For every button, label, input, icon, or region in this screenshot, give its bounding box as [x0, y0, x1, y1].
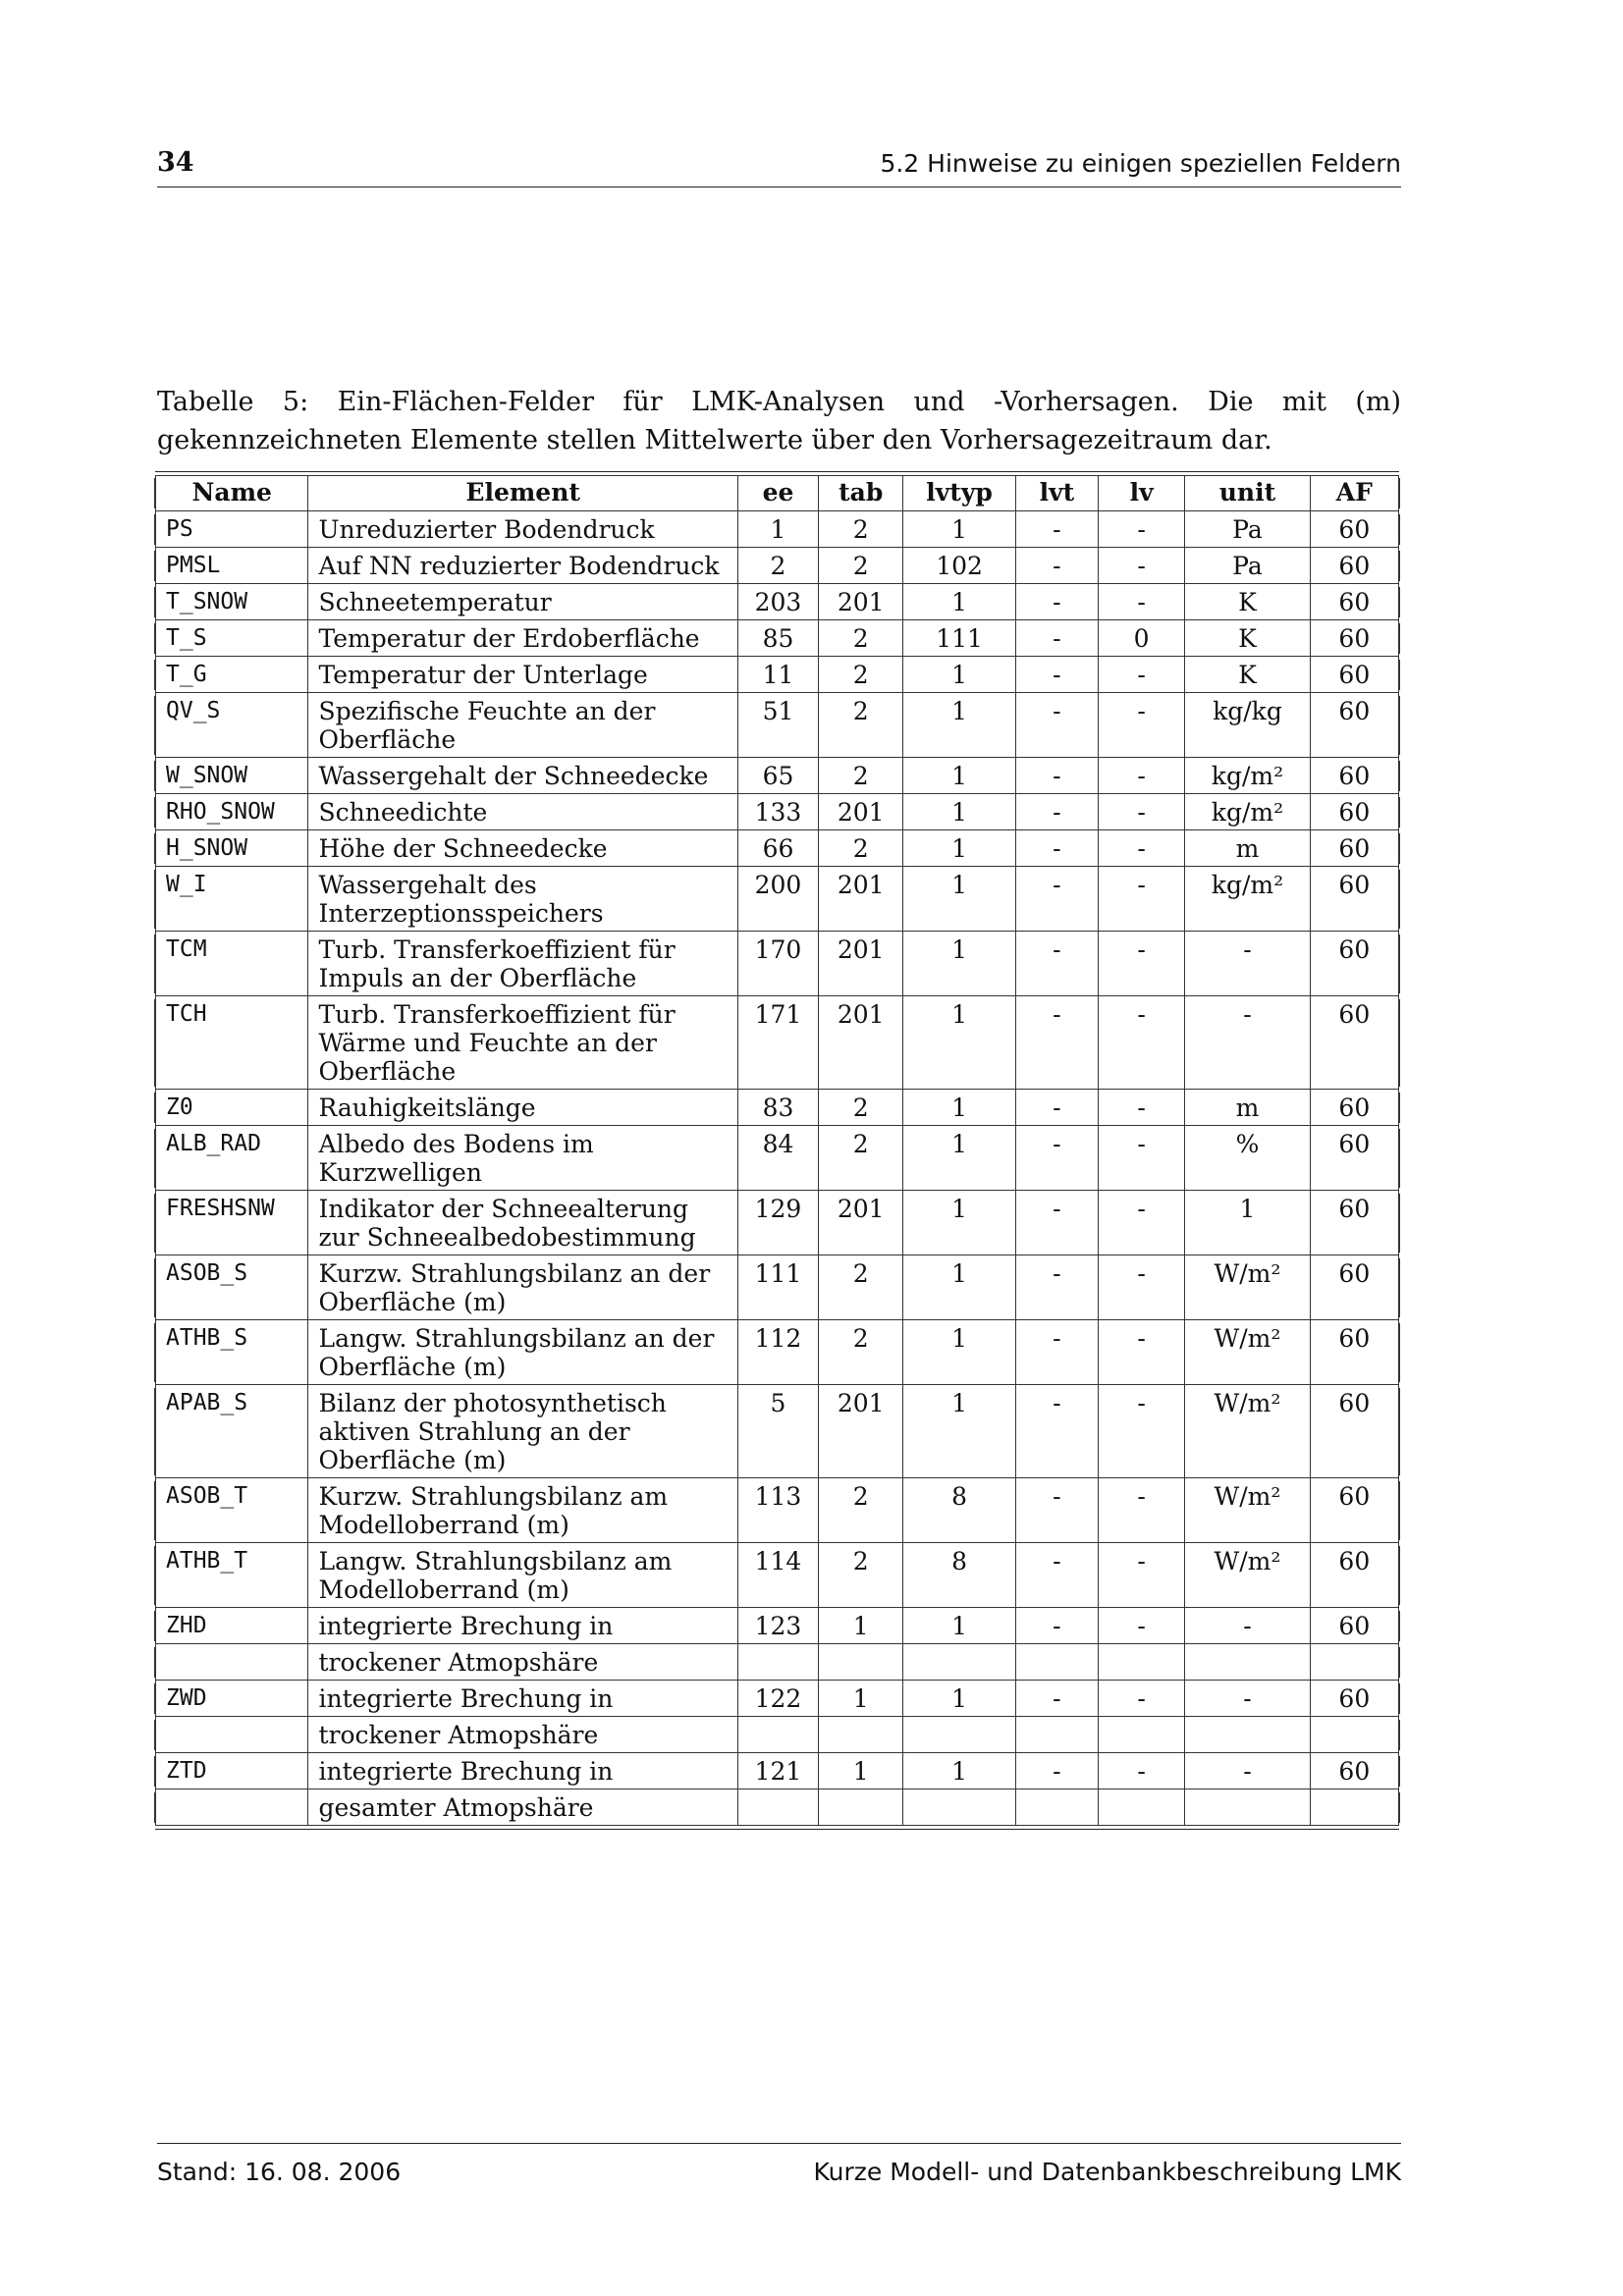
- cell-name: ZHD: [155, 1608, 308, 1644]
- footer-date: Stand: 16. 08. 2006: [157, 2158, 402, 2186]
- cell-lv: [1099, 1644, 1185, 1681]
- cell-lvt: -: [1016, 1608, 1099, 1644]
- cell-lv: [1099, 1717, 1185, 1753]
- cell-ee: 129: [738, 1191, 819, 1255]
- cell-name: FRESHSNW: [155, 1191, 308, 1255]
- table-row: [155, 1385, 1399, 1478]
- cell-lvt: -: [1016, 1753, 1099, 1789]
- cell-af: 60: [1311, 1608, 1399, 1644]
- cell-tab: 201: [819, 996, 903, 1090]
- cell-lv: -: [1099, 867, 1185, 932]
- cell-unit: 1: [1185, 1191, 1310, 1255]
- cell-unit: [1185, 1717, 1310, 1753]
- cell-ee: 5: [738, 1385, 819, 1478]
- cell-tab: 201: [819, 1385, 903, 1478]
- cell-lv: -: [1099, 1320, 1185, 1385]
- cell-lv: -: [1099, 830, 1185, 867]
- fields-table-frame: [155, 471, 1399, 1830]
- cell-tab: 2: [819, 657, 903, 693]
- cell-name: T_SNOW: [155, 584, 308, 620]
- cell-lvt: [1016, 1717, 1099, 1753]
- cell-element: gesamter Atmopshäre: [308, 1789, 737, 1826]
- cell-unit: kg/m²: [1185, 867, 1310, 932]
- cell-lv: -: [1099, 758, 1185, 794]
- table-caption: Tabelle 5: Ein-Flächen-Felder für LMK-Analysen und -Vorhersagen. Die mit (m) gekennzeichneten Elemente stellen Mittelwerte über den Vorhersagezeitraum dar.: [157, 387, 1401, 455]
- cell-lvt: -: [1016, 620, 1099, 657]
- cell-element: Langw. Strahlungsbilanz am Modelloberrand (m): [308, 1543, 737, 1608]
- table-row: [155, 1478, 1399, 1543]
- cell-af: 60: [1311, 657, 1399, 693]
- cell-name: RHO_SNOW: [155, 794, 308, 830]
- cell-lv: -: [1099, 932, 1185, 996]
- cell-ee: 203: [738, 584, 819, 620]
- cell-tab: 1: [819, 1753, 903, 1789]
- cell-name: QV_S: [155, 693, 308, 758]
- cell-lv: -: [1099, 1090, 1185, 1126]
- cell-element: Kurzw. Strahlungsbilanz an der Oberfläche (m): [308, 1255, 737, 1320]
- cell-lvt: -: [1016, 1320, 1099, 1385]
- cell-lv: -: [1099, 996, 1185, 1090]
- column-header-lvt: lvt: [1016, 475, 1099, 511]
- table-row: [155, 1191, 1399, 1255]
- cell-lvt: -: [1016, 1478, 1099, 1543]
- cell-af: 60: [1311, 1681, 1399, 1717]
- cell-unit: [1185, 1789, 1310, 1826]
- cell-tab: 2: [819, 1255, 903, 1320]
- cell-unit: kg/m²: [1185, 758, 1310, 794]
- cell-lvt: -: [1016, 1191, 1099, 1255]
- cell-lvt: -: [1016, 693, 1099, 758]
- cell-lvtyp: 1: [903, 932, 1015, 996]
- table-row: [155, 693, 1399, 758]
- cell-lvtyp: 1: [903, 1090, 1015, 1126]
- cell-element: Unreduzierter Bodendruck: [308, 511, 737, 548]
- cell-lvt: -: [1016, 1126, 1099, 1191]
- page-number: 34: [157, 147, 194, 178]
- cell-lvt: -: [1016, 932, 1099, 996]
- cell-lv: -: [1099, 511, 1185, 548]
- cell-lvt: -: [1016, 830, 1099, 867]
- cell-lvtyp: 1: [903, 794, 1015, 830]
- cell-lvtyp: [903, 1717, 1015, 1753]
- cell-lvtyp: 1: [903, 758, 1015, 794]
- cell-lv: -: [1099, 1543, 1185, 1608]
- table-row: [155, 1644, 1399, 1681]
- cell-tab: 2: [819, 693, 903, 758]
- table-row: [155, 1753, 1399, 1789]
- cell-af: 60: [1311, 584, 1399, 620]
- cell-lvtyp: 8: [903, 1543, 1015, 1608]
- cell-af: [1311, 1789, 1399, 1826]
- cell-name: [155, 1717, 308, 1753]
- cell-lvtyp: 1: [903, 867, 1015, 932]
- cell-name: ALB_RAD: [155, 1126, 308, 1191]
- cell-ee: 11: [738, 657, 819, 693]
- cell-af: 60: [1311, 996, 1399, 1090]
- cell-name: W_I: [155, 867, 308, 932]
- cell-unit: W/m²: [1185, 1255, 1310, 1320]
- cell-ee: 84: [738, 1126, 819, 1191]
- cell-tab: 201: [819, 1191, 903, 1255]
- cell-lvt: -: [1016, 511, 1099, 548]
- cell-element: integrierte Brechung in: [308, 1608, 737, 1644]
- cell-unit: W/m²: [1185, 1478, 1310, 1543]
- footer-document-title: Kurze Modell- und Datenbankbeschreibung LMK: [813, 2158, 1401, 2186]
- cell-name: ASOB_T: [155, 1478, 308, 1543]
- table-row: [155, 1681, 1399, 1717]
- cell-lv: -: [1099, 693, 1185, 758]
- cell-element: Langw. Strahlungsbilanz an der Oberfläche (m): [308, 1320, 737, 1385]
- cell-lv: [1099, 1789, 1185, 1826]
- cell-lvtyp: 102: [903, 548, 1015, 584]
- cell-lvtyp: 1: [903, 693, 1015, 758]
- cell-lvtyp: 1: [903, 511, 1015, 548]
- cell-lvtyp: 1: [903, 1608, 1015, 1644]
- cell-lv: -: [1099, 1255, 1185, 1320]
- cell-lv: -: [1099, 1753, 1185, 1789]
- cell-unit: kg/m²: [1185, 794, 1310, 830]
- cell-unit: W/m²: [1185, 1320, 1310, 1385]
- cell-lvt: -: [1016, 548, 1099, 584]
- cell-tab: 2: [819, 511, 903, 548]
- cell-ee: 200: [738, 867, 819, 932]
- cell-af: 60: [1311, 932, 1399, 996]
- cell-af: 60: [1311, 620, 1399, 657]
- cell-af: 60: [1311, 830, 1399, 867]
- page-footer: [157, 2143, 1401, 2188]
- cell-tab: 201: [819, 794, 903, 830]
- cell-af: 60: [1311, 1191, 1399, 1255]
- cell-name: W_SNOW: [155, 758, 308, 794]
- cell-name: Z0: [155, 1090, 308, 1126]
- column-header-ee: ee: [738, 475, 819, 511]
- cell-lvtyp: 1: [903, 1320, 1015, 1385]
- cell-lvtyp: 111: [903, 620, 1015, 657]
- column-header-name: Name: [155, 475, 308, 511]
- cell-lv: -: [1099, 1608, 1185, 1644]
- cell-element: Wassergehalt des Interzeptionsspeichers: [308, 867, 737, 932]
- cell-lv: -: [1099, 1385, 1185, 1478]
- cell-ee: 123: [738, 1608, 819, 1644]
- cell-ee: 133: [738, 794, 819, 830]
- cell-lvtyp: 1: [903, 657, 1015, 693]
- column-header-af: AF: [1311, 475, 1399, 511]
- cell-af: 60: [1311, 511, 1399, 548]
- section-title: 5.2 Hinweise zu einigen speziellen Feldern: [880, 149, 1401, 178]
- cell-tab: 2: [819, 620, 903, 657]
- cell-tab: 201: [819, 584, 903, 620]
- cell-lvt: -: [1016, 1090, 1099, 1126]
- cell-element: integrierte Brechung in: [308, 1681, 737, 1717]
- cell-tab: 201: [819, 867, 903, 932]
- cell-lvt: -: [1016, 996, 1099, 1090]
- cell-unit: K: [1185, 657, 1310, 693]
- cell-element: Wassergehalt der Schneedecke: [308, 758, 737, 794]
- cell-name: H_SNOW: [155, 830, 308, 867]
- cell-unit: kg/kg: [1185, 693, 1310, 758]
- cell-tab: 2: [819, 1478, 903, 1543]
- cell-name: ATHB_T: [155, 1543, 308, 1608]
- cell-ee: 112: [738, 1320, 819, 1385]
- cell-name: PMSL: [155, 548, 308, 584]
- table-row: [155, 932, 1399, 996]
- cell-ee: 111: [738, 1255, 819, 1320]
- cell-ee: 65: [738, 758, 819, 794]
- cell-ee: 121: [738, 1753, 819, 1789]
- cell-tab: 201: [819, 932, 903, 996]
- cell-ee: 122: [738, 1681, 819, 1717]
- table-row: [155, 511, 1399, 548]
- column-header-lvtyp: lvtyp: [903, 475, 1015, 511]
- cell-unit: -: [1185, 1608, 1310, 1644]
- cell-ee: 51: [738, 693, 819, 758]
- cell-element: trockener Atmopshäre: [308, 1644, 737, 1681]
- cell-ee: 114: [738, 1543, 819, 1608]
- cell-element: Schneedichte: [308, 794, 737, 830]
- column-header-lv: lv: [1099, 475, 1185, 511]
- table-row: [155, 1543, 1399, 1608]
- cell-lvtyp: 8: [903, 1478, 1015, 1543]
- cell-af: 60: [1311, 758, 1399, 794]
- cell-unit: -: [1185, 1753, 1310, 1789]
- cell-tab: 1: [819, 1608, 903, 1644]
- cell-element: trockener Atmopshäre: [308, 1717, 737, 1753]
- cell-tab: 2: [819, 1543, 903, 1608]
- cell-element: Temperatur der Erdoberfläche: [308, 620, 737, 657]
- cell-lvtyp: [903, 1789, 1015, 1826]
- cell-lvt: -: [1016, 657, 1099, 693]
- cell-name: T_G: [155, 657, 308, 693]
- table-row: [155, 657, 1399, 693]
- fields-table: [155, 475, 1399, 1826]
- cell-tab: 2: [819, 1090, 903, 1126]
- table-row: [155, 1789, 1399, 1826]
- cell-af: 60: [1311, 794, 1399, 830]
- cell-ee: 85: [738, 620, 819, 657]
- page-header: [157, 147, 1401, 187]
- cell-tab: 2: [819, 758, 903, 794]
- cell-name: [155, 1644, 308, 1681]
- cell-unit: Pa: [1185, 511, 1310, 548]
- cell-element: integrierte Brechung in: [308, 1753, 737, 1789]
- cell-element: Temperatur der Unterlage: [308, 657, 737, 693]
- cell-ee: [738, 1789, 819, 1826]
- cell-af: 60: [1311, 1478, 1399, 1543]
- cell-ee: 113: [738, 1478, 819, 1543]
- cell-name: APAB_S: [155, 1385, 308, 1478]
- cell-af: 60: [1311, 1090, 1399, 1126]
- cell-af: 60: [1311, 1543, 1399, 1608]
- cell-unit: %: [1185, 1126, 1310, 1191]
- cell-lvtyp: 1: [903, 1255, 1015, 1320]
- cell-lvtyp: 1: [903, 996, 1015, 1090]
- cell-ee: [738, 1717, 819, 1753]
- cell-lv: -: [1099, 794, 1185, 830]
- cell-name: ZWD: [155, 1681, 308, 1717]
- cell-element: Rauhigkeitslänge: [308, 1090, 737, 1126]
- cell-af: [1311, 1644, 1399, 1681]
- cell-ee: 66: [738, 830, 819, 867]
- cell-ee: 170: [738, 932, 819, 996]
- table-row: [155, 1717, 1399, 1753]
- cell-element: Albedo des Bodens im Kurzwelligen: [308, 1126, 737, 1191]
- cell-element: Höhe der Schneedecke: [308, 830, 737, 867]
- table-header-row: [155, 475, 1399, 511]
- cell-af: 60: [1311, 1753, 1399, 1789]
- cell-name: T_S: [155, 620, 308, 657]
- table-row: [155, 794, 1399, 830]
- cell-lvt: -: [1016, 1255, 1099, 1320]
- cell-tab: 2: [819, 548, 903, 584]
- cell-element: Bilanz der photosynthetisch aktiven Strahlung an der Oberfläche (m): [308, 1385, 737, 1478]
- cell-unit: m: [1185, 830, 1310, 867]
- cell-af: 60: [1311, 1385, 1399, 1478]
- cell-af: 60: [1311, 1320, 1399, 1385]
- table-body: [155, 511, 1399, 1826]
- cell-ee: [738, 1644, 819, 1681]
- column-header-element: Element: [308, 475, 737, 511]
- cell-lvt: [1016, 1644, 1099, 1681]
- cell-unit: K: [1185, 620, 1310, 657]
- cell-lvtyp: [903, 1644, 1015, 1681]
- cell-tab: 2: [819, 1126, 903, 1191]
- cell-unit: -: [1185, 1681, 1310, 1717]
- cell-name: TCH: [155, 996, 308, 1090]
- cell-element: Indikator der Schneealterung zur Schneealbedobestimmung: [308, 1191, 737, 1255]
- cell-tab: 1: [819, 1681, 903, 1717]
- cell-lv: -: [1099, 584, 1185, 620]
- table-row: [155, 620, 1399, 657]
- cell-element: Spezifische Feuchte an der Oberfläche: [308, 693, 737, 758]
- cell-unit: m: [1185, 1090, 1310, 1126]
- cell-lvtyp: 1: [903, 1126, 1015, 1191]
- table-row: [155, 867, 1399, 932]
- cell-element: Auf NN reduzierter Bodendruck: [308, 548, 737, 584]
- cell-af: 60: [1311, 693, 1399, 758]
- cell-tab: 2: [819, 830, 903, 867]
- column-header-unit: unit: [1185, 475, 1310, 511]
- cell-element: Kurzw. Strahlungsbilanz am Modelloberrand (m): [308, 1478, 737, 1543]
- cell-name: ATHB_S: [155, 1320, 308, 1385]
- cell-lv: -: [1099, 1126, 1185, 1191]
- cell-ee: 2: [738, 548, 819, 584]
- cell-lvt: -: [1016, 867, 1099, 932]
- cell-af: [1311, 1717, 1399, 1753]
- cell-unit: -: [1185, 932, 1310, 996]
- cell-element: Turb. Transferkoeffizient für Wärme und Feuchte an der Oberfläche: [308, 996, 737, 1090]
- table-row: [155, 548, 1399, 584]
- table-row: [155, 758, 1399, 794]
- table-row: [155, 1090, 1399, 1126]
- cell-element: Schneetemperatur: [308, 584, 737, 620]
- table-row: [155, 996, 1399, 1090]
- cell-lv: 0: [1099, 620, 1185, 657]
- table-row: [155, 1255, 1399, 1320]
- cell-lv: -: [1099, 548, 1185, 584]
- cell-lvt: -: [1016, 1543, 1099, 1608]
- table-row: [155, 1320, 1399, 1385]
- table-row: [155, 1126, 1399, 1191]
- cell-lv: -: [1099, 1191, 1185, 1255]
- cell-lv: -: [1099, 1681, 1185, 1717]
- cell-tab: [819, 1789, 903, 1826]
- cell-af: 60: [1311, 548, 1399, 584]
- cell-unit: W/m²: [1185, 1385, 1310, 1478]
- cell-af: 60: [1311, 1126, 1399, 1191]
- cell-unit: K: [1185, 584, 1310, 620]
- table-row: [155, 584, 1399, 620]
- cell-lvtyp: 1: [903, 830, 1015, 867]
- cell-lv: -: [1099, 1478, 1185, 1543]
- cell-name: ASOB_S: [155, 1255, 308, 1320]
- cell-lvtyp: 1: [903, 1191, 1015, 1255]
- cell-tab: 2: [819, 1320, 903, 1385]
- cell-unit: W/m²: [1185, 1543, 1310, 1608]
- cell-lvtyp: 1: [903, 1753, 1015, 1789]
- cell-tab: [819, 1717, 903, 1753]
- cell-tab: [819, 1644, 903, 1681]
- cell-lvtyp: 1: [903, 584, 1015, 620]
- cell-lvt: -: [1016, 1385, 1099, 1478]
- cell-lvt: -: [1016, 584, 1099, 620]
- cell-lvtyp: 1: [903, 1385, 1015, 1478]
- cell-af: 60: [1311, 1255, 1399, 1320]
- table-row: [155, 1608, 1399, 1644]
- table-row: [155, 830, 1399, 867]
- cell-ee: 1: [738, 511, 819, 548]
- cell-lvt: [1016, 1789, 1099, 1826]
- cell-element: Turb. Transferkoeffizient für Impuls an der Oberfläche: [308, 932, 737, 996]
- cell-name: ZTD: [155, 1753, 308, 1789]
- column-header-tab: tab: [819, 475, 903, 511]
- cell-name: TCM: [155, 932, 308, 996]
- cell-af: 60: [1311, 867, 1399, 932]
- cell-unit: Pa: [1185, 548, 1310, 584]
- cell-ee: 83: [738, 1090, 819, 1126]
- cell-ee: 171: [738, 996, 819, 1090]
- cell-name: PS: [155, 511, 308, 548]
- cell-lvtyp: 1: [903, 1681, 1015, 1717]
- cell-name: [155, 1789, 308, 1826]
- cell-lvt: -: [1016, 758, 1099, 794]
- cell-lvt: -: [1016, 1681, 1099, 1717]
- cell-lv: -: [1099, 657, 1185, 693]
- cell-unit: [1185, 1644, 1310, 1681]
- cell-lvt: -: [1016, 794, 1099, 830]
- cell-unit: -: [1185, 996, 1310, 1090]
